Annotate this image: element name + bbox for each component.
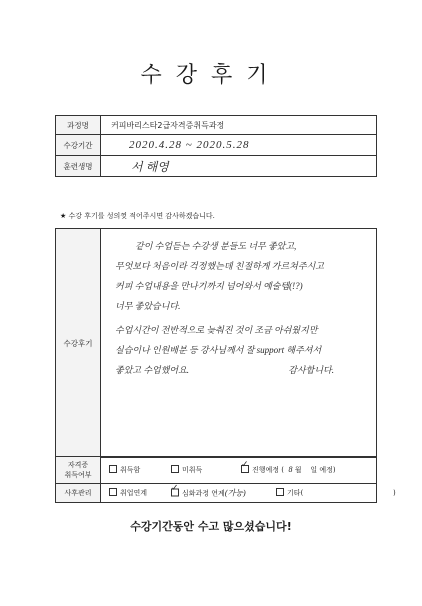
review-line: 같이 수업듣는 수강생 분들도 너무 좋았고,: [135, 241, 297, 251]
followup-options: [101, 484, 396, 503]
instruction-note: ★ 수강 후기를 성의껏 적어주시면 감사하겠습니다.: [60, 212, 215, 220]
review-line: 실습이나 인원배분 등 강사님께서 잘 support 해주셔서: [115, 345, 322, 355]
review-label: 수강후기: [56, 229, 101, 458]
trainee-value: 서 해영: [101, 156, 377, 177]
review-line: 커피 수업내용을 만나기까지 넘어와서 예술템(!?): [115, 281, 303, 291]
period-value: 2020.4.28 ~ 2020.5.28: [101, 135, 377, 156]
course-info-table: [55, 115, 377, 177]
certificate-status-label: [56, 457, 101, 484]
review-line: 너무 좋았습니다.: [115, 301, 181, 311]
course-label: 과정명: [56, 116, 101, 135]
status-table: [55, 456, 396, 503]
option-other[interactable]: 기타(: [276, 488, 303, 498]
review-line: 좋았고 수업했어요.: [115, 365, 190, 375]
option-not-acquired[interactable]: 미취득: [171, 465, 202, 475]
checkbox-planned[interactable]: [241, 465, 249, 473]
page-title: 수강후기: [140, 63, 282, 88]
checkbox-not-acquired[interactable]: [171, 465, 179, 473]
review-closing: 감사합니다.: [288, 365, 334, 375]
review-table: [55, 228, 377, 458]
closing-message: 수강기간동안 수고 많으셨습니다!: [130, 520, 292, 533]
checkbox-other[interactable]: [276, 488, 284, 496]
other-close-paren: ): [393, 489, 396, 497]
trainee-label: 훈련생명: [56, 156, 101, 177]
certificate-options: [101, 457, 377, 484]
followup-label: 사후관리: [56, 484, 101, 503]
planned-month-value: 8: [288, 465, 293, 474]
checkbox-employment[interactable]: [109, 488, 117, 496]
review-line: 무엇보다 처음이라 걱정했는데 친절하게 가르쳐주시고: [115, 261, 324, 271]
advanced-note: (가능): [224, 488, 246, 498]
option-employment[interactable]: 취업연계: [109, 488, 147, 498]
checkbox-advanced[interactable]: [171, 489, 179, 497]
checkbox-acquired[interactable]: [109, 465, 117, 473]
course-value: 커피바리스타2급자격증취득과정: [101, 116, 377, 135]
option-planned[interactable]: ✓ 진행예정 ( 8 월 일 예정): [241, 465, 336, 475]
certificate-status-text: 자격증 취득여부: [64, 461, 92, 479]
review-line: 수업시간이 전반적으로 늦춰진 것이 조금 아쉬웠지만: [115, 325, 318, 335]
period-label: 수강기간: [56, 135, 101, 156]
option-advanced[interactable]: ✓ 심화과정 연계(가능): [171, 488, 246, 499]
review-body: [101, 229, 377, 458]
option-acquired[interactable]: 취득함: [109, 465, 140, 475]
